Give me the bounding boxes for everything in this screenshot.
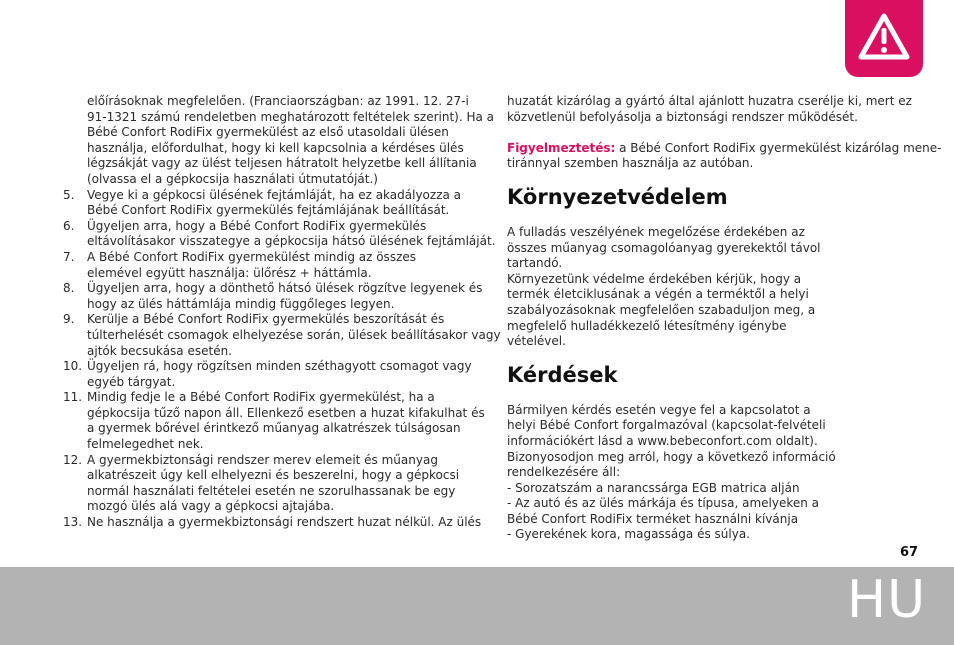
list-item-number: 5. [63, 187, 75, 202]
list-item [63, 390, 483, 452]
text-line: Bébé Confort RodiFix terméket használni kívánja [507, 511, 799, 526]
text-line: Mindig fedje le a Bébé Confort RodiFix gyermekülést, ha a [87, 390, 435, 405]
text-line: (olvassa el a gépkocsija használati útmutatóját.) [87, 171, 378, 186]
page-number: 67 [900, 545, 919, 560]
list-item-number: 8. [63, 281, 75, 296]
text-line: A fulladás veszélyének megelőzése érdekében az [507, 224, 805, 239]
text-line: használja, előfordulhat, hogy ki kell kapcsolnia a kérdéses ülés [87, 140, 464, 155]
list-item [63, 281, 483, 312]
text-line: megfelelő hulladékkezelő létesítmény igénybe [507, 318, 787, 333]
list-item [63, 312, 501, 359]
text-line: Bármilyen kérdés esetén vegye fel a kapcsolatot a [507, 402, 811, 417]
text-line: Ügyeljen arra, hogy a dönthető hátsó ülések rögzítve legyenek és [87, 281, 483, 296]
list-item-number: 13. [63, 515, 83, 530]
text-line: - Az autó és az ülés márkája és típusa, amelyeken a [507, 496, 820, 511]
left-column [63, 94, 501, 531]
text-line: tiránnyal szemben használja az autóban. [507, 156, 754, 171]
text-line: termék életciklusának a végén a terméktől a helyi [507, 287, 809, 302]
list-item [63, 188, 483, 219]
language-code: HU [847, 570, 927, 630]
text-line: - Gyerekének kora, magassága és súlya. [507, 527, 750, 542]
list-item [63, 218, 496, 250]
warning-triangle-icon [858, 12, 910, 62]
text-line: egyéb tárgyat. [87, 374, 176, 389]
text-line: huzatát kizárólag a gyártó által ajánlott huzatra cserélje ki, mert ez [507, 94, 912, 108]
text-line: Ügyeljen rá, hogy rögzítsen minden széthagyott csomagot vagy [87, 359, 472, 374]
text-line: hogy az ülés háttámlája mindig függőleges legyen. [87, 296, 395, 311]
text-line: mozgó ülés alá vagy a gépkocsi ajtajába. [87, 499, 335, 514]
list-item-number: 12. [63, 452, 83, 467]
list-item [63, 359, 483, 390]
text-line: normál használati feltételei esetén ne szorulhassanak be egy [87, 483, 456, 498]
text-line: Ügyeljen arra, hogy a Bébé Confort RodiFix gyermekülés [87, 218, 427, 233]
text-line: felmelegedhet nek. [87, 437, 204, 452]
warning-label: Figyelmeztetés: [507, 140, 616, 155]
text-line: légzsákját vagy az ülést teljesen hátratolt helyzetbe kell állítania [87, 156, 477, 171]
text-line: a gyermek bőrével érintkező műanyag alkatrészek túlságosan [87, 421, 461, 436]
text-line: Vegye ki a gépkocsi ülésének fejtámláját, ha ez akadályozza a [87, 187, 462, 202]
left-intro [63, 94, 495, 188]
text-line: vételével. [507, 334, 566, 349]
list-item-number: 11. [63, 390, 83, 405]
text-line: ajtók becsukása esetén. [87, 343, 232, 358]
list-item-number: 7. [63, 249, 75, 264]
text-line: Környezetünk védelme érdekében kérjük, hogy a [507, 271, 802, 286]
text-line: A gyermekbiztonsági rendszer merev elemeit és műanyag [87, 452, 438, 467]
text-line: előírásoknak megfelelően. (Franciaországban: az 1991. 12. 27-i [87, 94, 469, 108]
text-line: Kerülje a Bébé Confort RodiFix gyermekülés beszorítását és [87, 312, 445, 327]
text-line: gépkocsija tűző napon áll. Ellenkező esetben a huzat kifakulhat és [87, 405, 485, 420]
text-line: alkatrészeit úgy kell elhelyezni és beszerelni, hogy a gépkocsi [87, 468, 460, 483]
warning-tab [845, 0, 923, 77]
list-item-number: 9. [63, 312, 75, 327]
text-line: A Bébé Confort RodiFix gyermekülést mindig az összes [87, 249, 416, 264]
list-item [63, 250, 483, 281]
text-line: Ne használja a gyermekbiztonsági rendszert huzat nélkül. Az ülés [87, 515, 482, 530]
text-line: 91-1321 számú rendeletben meghatározott feltételek szerint). Ha a [87, 109, 495, 124]
text-line: információkért lásd a www.bebeconfort.com oldalt). [507, 433, 818, 448]
text-line: Bébé Confort RodiFix gyermekülés fejtámlájának beállítását. [87, 203, 450, 218]
text-line: eltávolításakor visszategye a gépkocsija hátsó ülésének fejtámláját. [87, 234, 496, 249]
text-line: rendelkezésére áll: [507, 465, 621, 480]
environment-heading: Környezetvédelem [507, 184, 728, 209]
text-line: közvetlenül befolyásolja a biztonsági rendszer működését. [507, 109, 858, 124]
questions-heading: Kérdések [507, 362, 618, 387]
text-line: Bizonyosodjon meg arról, hogy a következő információ [507, 449, 836, 464]
list-item-number: 10. [63, 359, 83, 374]
footer-band [0, 567, 954, 645]
list-item [63, 453, 483, 515]
text-line: túlterhelését csomagok elhelyezése során, ülések beállításakor vagy [87, 327, 501, 342]
list-item [63, 515, 483, 531]
list-item-number: 6. [63, 218, 75, 233]
text-line: helyi Bébé Confort forgalmazóval (kapcsolat-felvételi [507, 418, 826, 433]
right-column [507, 94, 942, 543]
text-line: összes műanyag csomagolóanyag gyerekektől távol [507, 240, 821, 255]
warning-text: a Bébé Confort RodiFix gyermekülést kizárólag mene- [615, 140, 942, 155]
text-line: elemével együtt használja: ülőrész + háttámla. [87, 265, 372, 280]
text-line: Bébé Confort RodiFix gyermekülést az első utasoldali ülésen [87, 125, 449, 140]
text-line: szabályozásoknak megfelelően szabaduljon meg, a [507, 302, 816, 317]
text-line: - Sorozatszám a narancssárga EGB matrica alján [507, 480, 800, 495]
text-line: tartandó. [507, 256, 563, 271]
warning-paragraph [507, 140, 942, 157]
